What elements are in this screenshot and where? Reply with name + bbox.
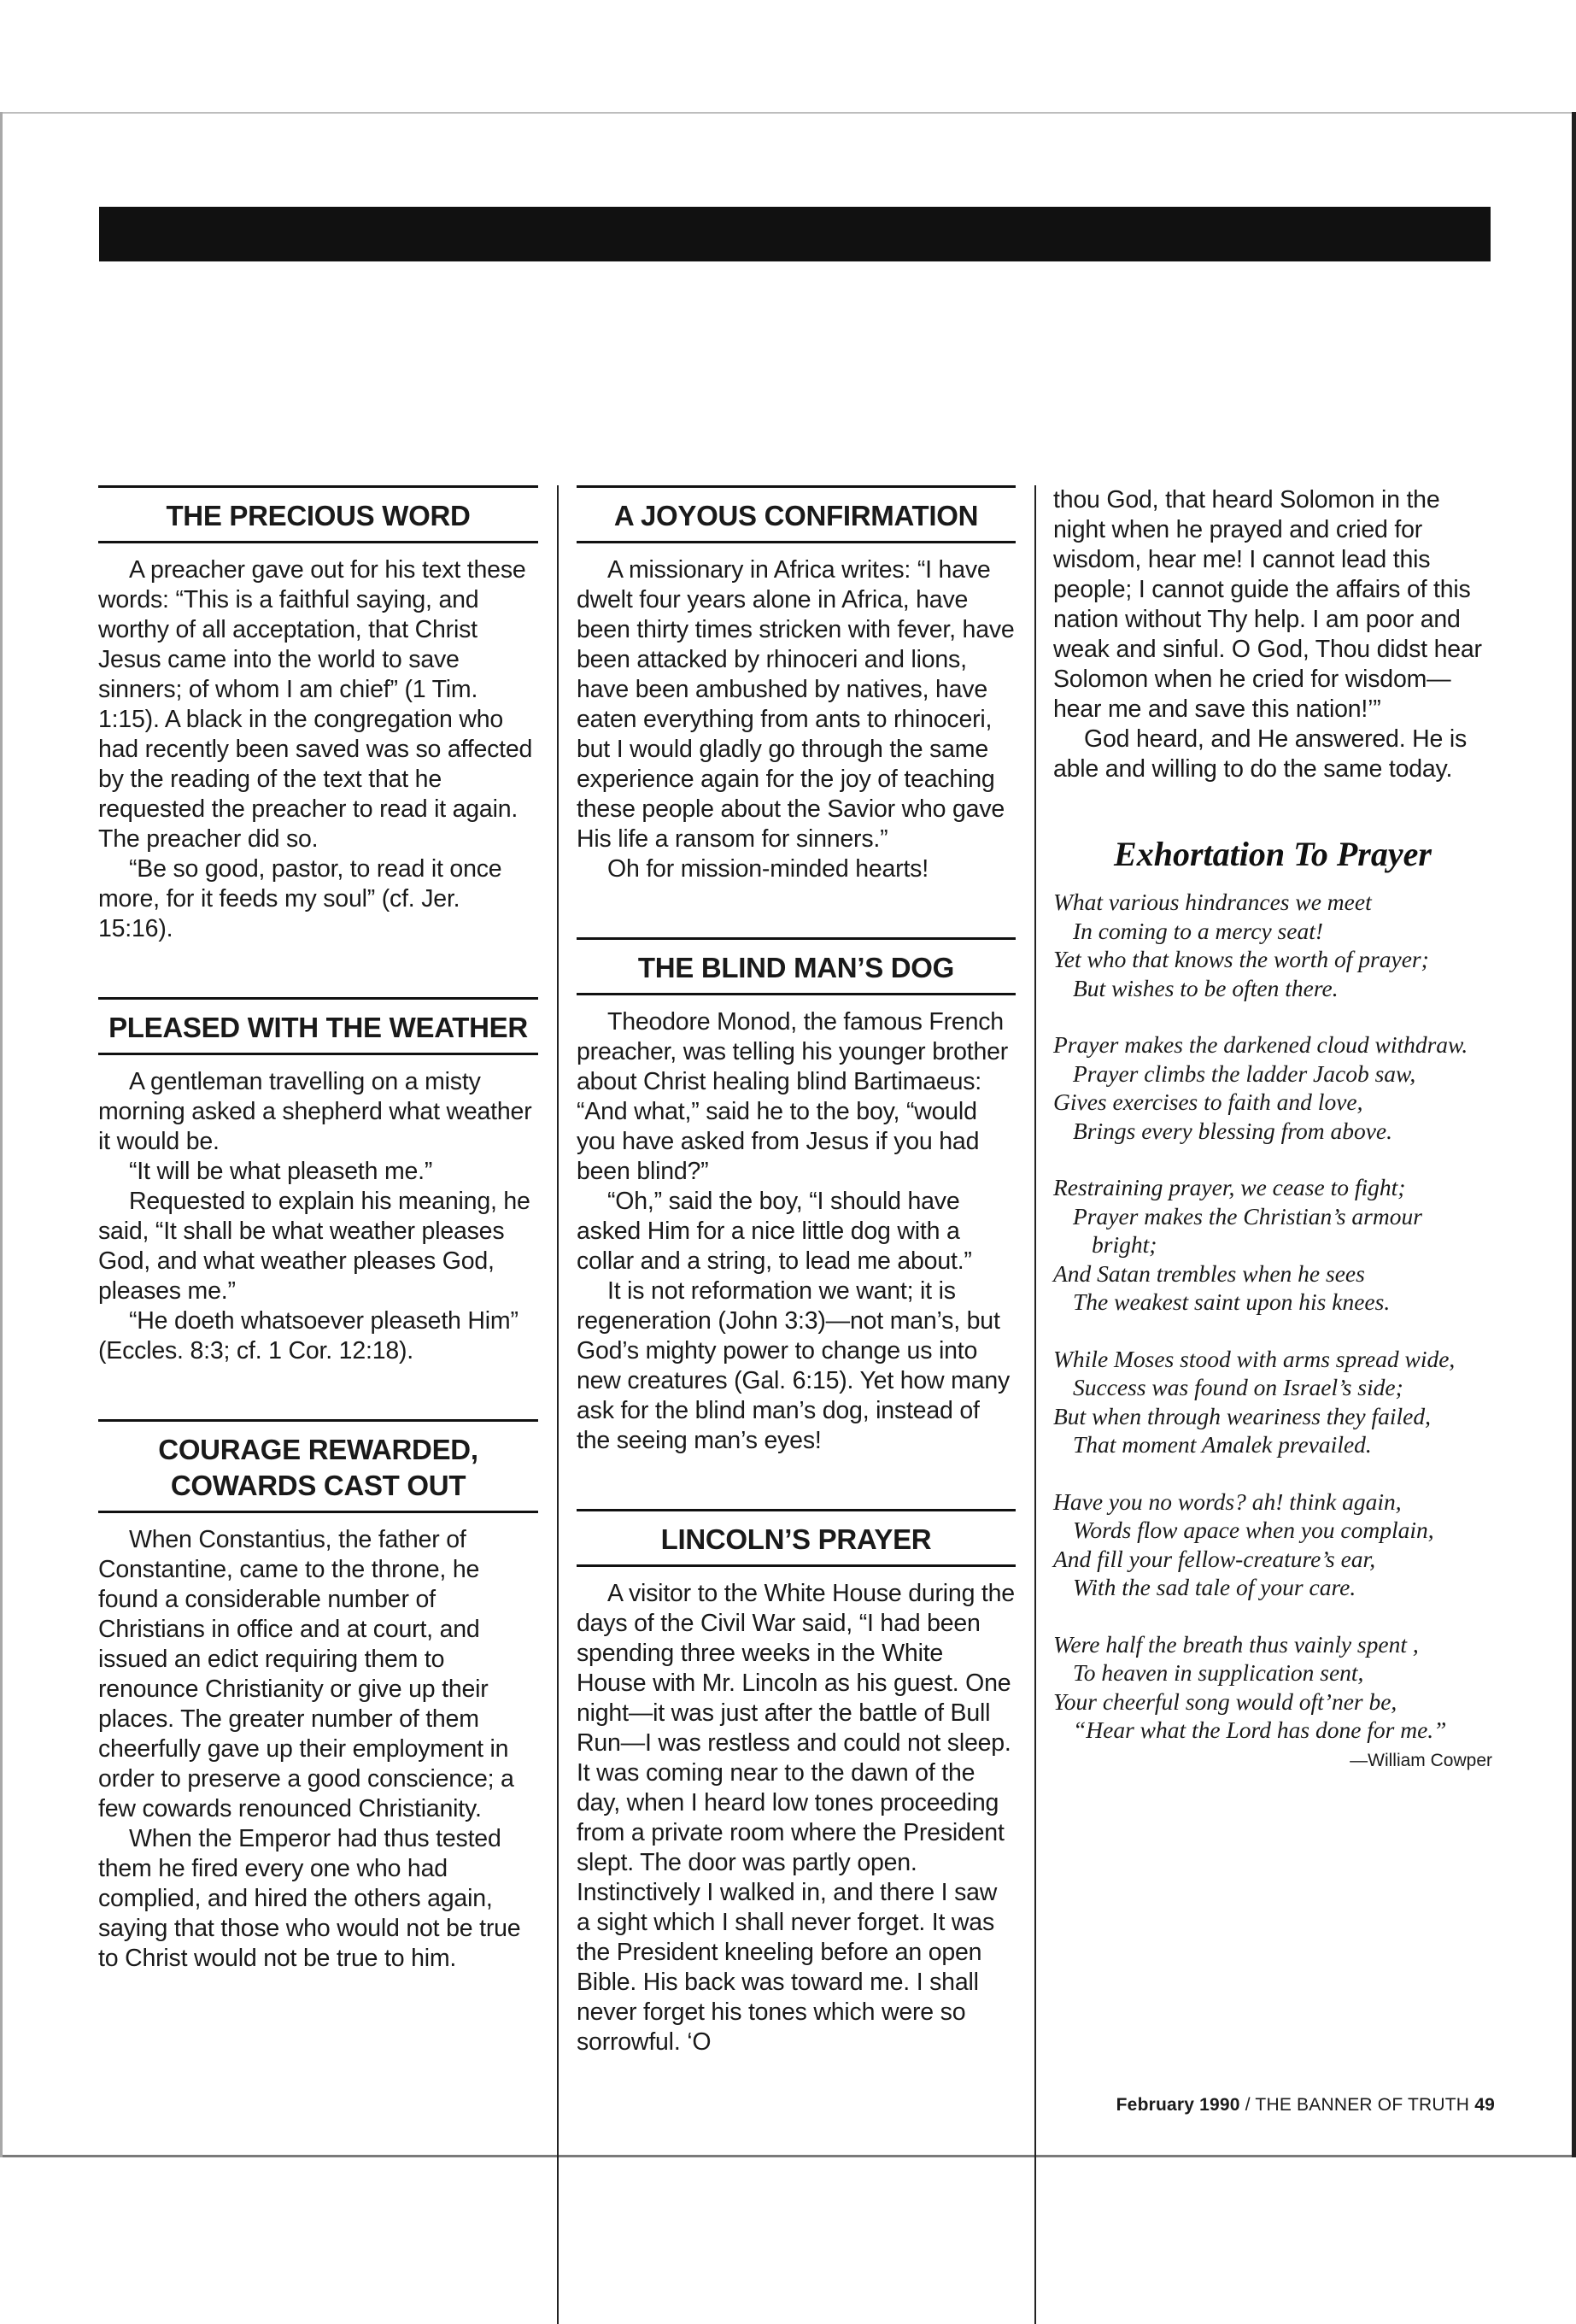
article-courage xyxy=(98,1419,538,1974)
footer-page-number: 49 xyxy=(1474,2095,1495,2115)
footer-date: February 1990 xyxy=(1116,2095,1240,2115)
poem-line: With the sad tale of your care. xyxy=(1073,1574,1356,1600)
poem-line: Prayer makes the Christian’s armour xyxy=(1073,1202,1422,1229)
article-paragraph: Theodore Monod, the famous French preacher, was telling his younger brother about Christ healing blind Bartimaeus: “And what,” said he to the boy, “would you have asked from Jesus if you had been blind?” xyxy=(577,1008,1009,1185)
article-heading: LINCOLN’S PRAYER xyxy=(577,1509,1016,1567)
page-edge-left xyxy=(0,112,3,2157)
page-edge-bottom xyxy=(0,2155,1576,2157)
poem-stanza xyxy=(1053,1488,1492,1602)
poem-line: That moment Amalek prevailed. xyxy=(1073,1431,1372,1458)
article-heading xyxy=(98,1419,538,1513)
page-footer xyxy=(1093,2095,1495,2116)
column-divider xyxy=(1034,485,1036,2324)
poem-stanza xyxy=(1053,1630,1492,1745)
poem-line: Were half the breath thus vainly spent , xyxy=(1053,1630,1419,1658)
article-paragraph: “He doeth whatsoever pleaseth Him” (Eccles. 8:3; cf. 1 Cor. 12:18). xyxy=(98,1307,518,1364)
poem-line: But when through weariness they failed, xyxy=(1053,1402,1431,1429)
poem-line: And Satan trembles when he sees xyxy=(1053,1259,1365,1287)
poem-line: bright; xyxy=(1092,1231,1157,1258)
poem-line: Restraining prayer, we cease to fight; xyxy=(1053,1174,1406,1200)
poem-line: What various hindrances we meet xyxy=(1053,889,1372,915)
article-paragraph: A missionary in Africa writes: “I have dwelt four years alone in Africa, have been thirty times stricken with fever, have been attacked by rhinoceri and lions, have been ambushed by natives, have eaten everything from ants to rhinoceri, but I would gladly go through the same experience again for the joy of teaching these people about the Savior who gave His life a ransom for sinners.” xyxy=(577,556,1015,853)
poem-stanza xyxy=(1053,1173,1492,1317)
poem-line: But wishes to be often there. xyxy=(1073,974,1339,1001)
poem-attribution: —William Cowper xyxy=(1350,1750,1492,1770)
poem-line: Gives exercises to faith and love, xyxy=(1053,1089,1363,1115)
page-edge-right xyxy=(1572,112,1576,2157)
article-blind-dog xyxy=(577,937,1016,1456)
column-divider xyxy=(557,485,559,2324)
poem-stanza xyxy=(1053,1345,1492,1459)
article-paragraph: “It will be what pleaseth me.” xyxy=(129,1158,433,1185)
poem-line: Success was found on Israel’s side; xyxy=(1073,1374,1403,1400)
article-paragraph: “Oh,” said the boy, “I should have asked Him for a nice little dog with a collar and a string, to lead me about.” xyxy=(577,1188,972,1275)
article-paragraph: “Be so good, pastor, to read it once more, for it feeds my soul” (cf. Jer. 15:16). xyxy=(98,855,502,942)
article-joyous xyxy=(577,485,1016,884)
poem-line: Prayer makes the darkened cloud withdraw. xyxy=(1053,1031,1468,1058)
article-lincoln xyxy=(577,1509,1016,2057)
poem-line: And fill your fellow-creature’s ear, xyxy=(1053,1545,1376,1572)
poem-line: “Hear what the Lord has done for me.” xyxy=(1073,1717,1447,1743)
article-weather xyxy=(98,997,538,1366)
article-paragraph: God heard, and He answered. He is able and willing to do the same today. xyxy=(1053,725,1468,783)
poem-line: Yet who that knows the worth of prayer; xyxy=(1053,946,1429,972)
poem-stanza xyxy=(1053,888,1492,1002)
poem-line: Prayer climbs the ladder Jacob saw, xyxy=(1073,1059,1416,1087)
column-left xyxy=(98,485,538,2027)
article-paragraph: When Constantius, the father of Constantine, came to the throne, he found a considerable number of Christians in office and at court, and issued an edict requiring them to renounce Christianity or give up their places. The greater number of them cheerfully gave up their employment in order to preserve a good conscience; a few cowards renounced Christianity. xyxy=(98,1526,514,1822)
header-black-bar xyxy=(99,207,1491,261)
poem-line: The weakest saint upon his knees. xyxy=(1073,1288,1391,1315)
article-paragraph: Requested to explain his meaning, he said, “It shall be what weather pleases God, and what weather pleases God, pleases me.” xyxy=(98,1188,530,1305)
article-paragraph: It is not reformation we want; it is regeneration (John 3:3)—not man’s, but God’s mighty power to change us into new creatures (Gal. 6:15). Yet how many ask for the blind man’s dog, instead of the seeing man’s eyes! xyxy=(577,1277,1011,1454)
article-paragraph: A visitor to the White House during the days of the Civil War said, “I had been spending three weeks in the White House with Mr. Lincoln as his guest. One night—it was just after the battle of Bull Run—I was restless and could not sleep. It was coming near to the dawn of the day, when I heard low tones proceeding from a private room where the President slept. The door was partly open. Instinctively I walked in, and there I saw a sight which I shall never forget. It was the President kneeling before an open Bible. His back was toward me. I shall never forget his tones which were so sorrowful. ‘O xyxy=(577,1580,1015,2056)
article-lincoln-continued xyxy=(1053,485,1492,784)
article-paragraph: thou God, that heard Solomon in the night when he prayed and cried for wisdom, hear me! I cannot lead this people; I cannot guide the affairs of this nation without Thy help. I am poor and weak and sinful. O God, Thou didst hear Solomon when he cried for wisdom—hear me and save this nation!’” xyxy=(1053,486,1482,723)
poem-line: Have you no words? ah! think again, xyxy=(1053,1488,1402,1515)
poem-line: Words flow apace when you complain, xyxy=(1073,1517,1434,1543)
poem-line: Your cheerful song would oft’ner be, xyxy=(1053,1687,1397,1715)
heading-line: COURAGE REWARDED, xyxy=(158,1434,478,1465)
page-edge-top xyxy=(0,112,1576,114)
footer-separator: / xyxy=(1239,2095,1256,2115)
poem-line: Brings every blessing from above. xyxy=(1073,1117,1392,1144)
article-paragraph: A preacher gave out for his text these words: “This is a faithful saying, and worthy of all acceptation, that Christ Jesus came into the world to save sinners; of whom I am chief” (1 Tim. 1:15). A black in the congregation who had recently been saved was so affected by the reading of the text that he requested the preacher to read it again. The preacher did so. xyxy=(98,556,533,853)
poem-title: Exhortation To Prayer xyxy=(1114,835,1432,873)
article-paragraph: When the Emperor had thus tested them he fired every one who had complied, and hired the others again, saying that those who would not be true to Christ would not be true to him. xyxy=(98,1825,521,1972)
poem-line: To heaven in supplication sent, xyxy=(1073,1659,1364,1686)
poem-body xyxy=(1053,888,1492,1771)
article-heading: THE PRECIOUS WORD xyxy=(98,485,538,543)
heading-line: COWARDS CAST OUT xyxy=(170,1470,466,1501)
article-paragraph: Oh for mission-minded hearts! xyxy=(607,855,929,883)
article-heading: PLEASED WITH THE WEATHER xyxy=(98,997,538,1055)
article-paragraph: A gentleman travelling on a misty morning asked a shepherd what weather it would be. xyxy=(98,1068,532,1155)
column-right xyxy=(1053,485,1492,1771)
article-heading: THE BLIND MAN’S DOG xyxy=(577,937,1016,995)
article-heading: A JOYOUS CONFIRMATION xyxy=(577,485,1016,543)
footer-publication: THE BANNER OF TRUTH xyxy=(1255,2095,1470,2115)
poem-line: In coming to a mercy seat! xyxy=(1073,917,1323,944)
article-precious-word xyxy=(98,485,538,944)
poem-line: While Moses stood with arms spread wide, xyxy=(1053,1345,1456,1372)
poem-stanza xyxy=(1053,1030,1492,1145)
column-middle xyxy=(577,485,1016,2110)
